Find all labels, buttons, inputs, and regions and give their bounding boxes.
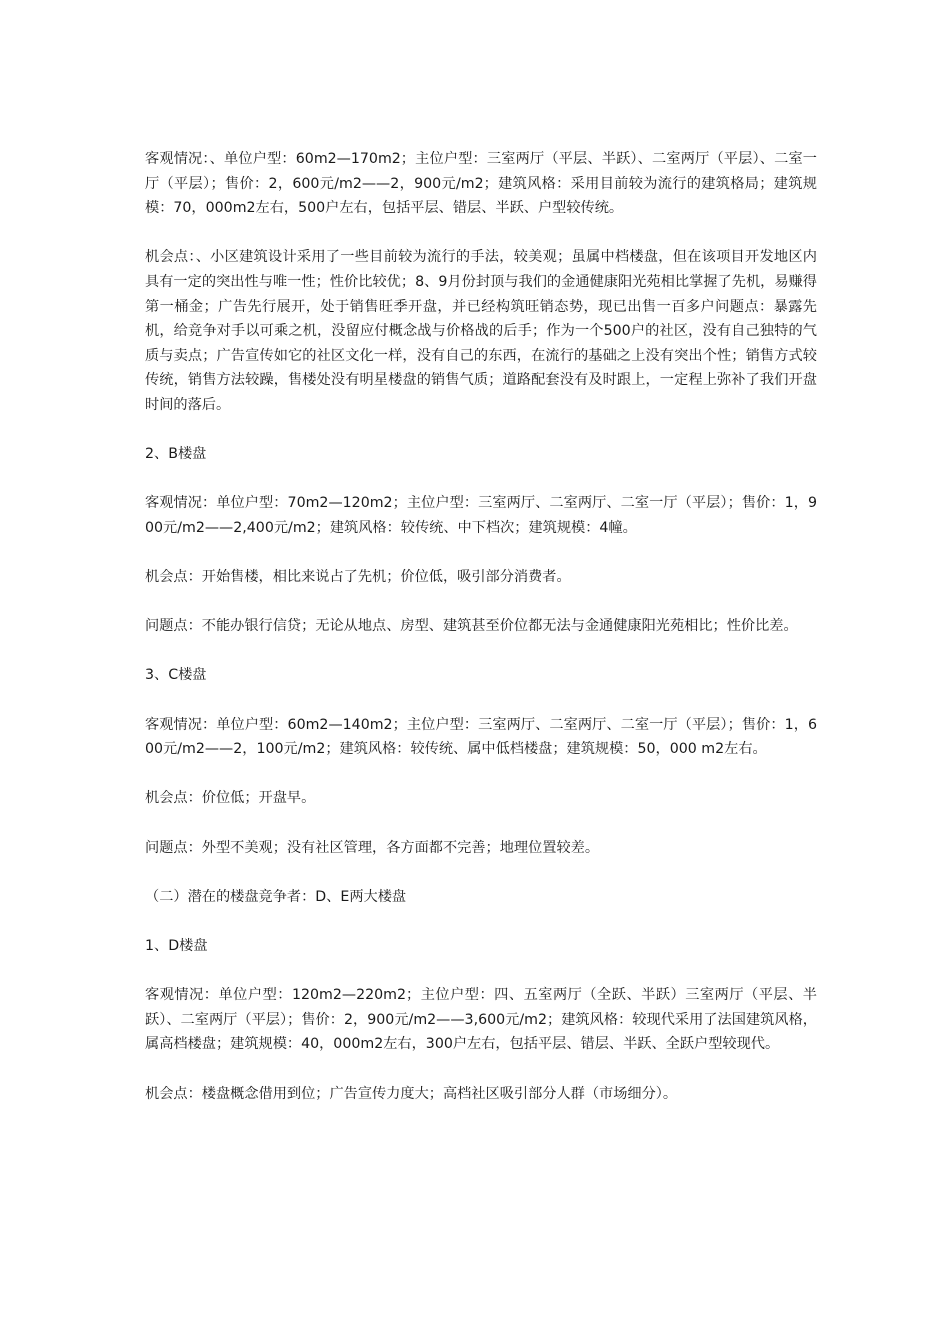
heading-potential-competitors: （二）潜在的楼盘竞争者：D、E两大楼盘	[145, 888, 407, 905]
paragraph-c-problem: 问题点：外型不美观；没有社区管理，各方面都不完善；地理位置较差。	[145, 839, 600, 856]
heading-d-property: 1、D楼盘	[145, 938, 208, 954]
paragraph-c-opportunity: 机会点：价位低；开盘早。	[145, 790, 316, 807]
paragraph-a-objective: 客观情况：、单位户型：60m2—170m2；主位户型：三室两厅（平层、半跃）、二室两厅（平层）、二室一厅（平层）；售价：2，600元/m2——2，900元/m2；建筑风格：采用目前较为流行的建筑格局；建筑规模：70，000m2左右，500户左右，包括平层、错层、半跃、户型较传统。	[145, 151, 817, 217]
paragraph-d-opportunity: 机会点：楼盘概念借用到位；广告宣传力度大；高档社区吸引部分人群（市场细分）。	[145, 1085, 678, 1102]
paragraph-b-opportunity: 机会点：开始售楼，相比来说占了先机；价位低，吸引部分消费者。	[145, 569, 571, 586]
heading-b-property: 2、B楼盘	[145, 446, 207, 463]
document-body	[145, 147, 817, 1131]
paragraph-b-objective: 客观情况：单位户型：70m2—120m2；主位户型：三室两厅、二室两厅、二室一厅（平层）；售价：1，900元/m2——2,400元/m2；建筑风格：较传统、中下档次；建筑规模：4幢。	[145, 495, 817, 536]
paragraph-b-problem: 问题点：不能办银行信贷；无论从地点、房型、建筑甚至价位都无法与金通健康阳光苑相比；性价比差。	[145, 618, 798, 635]
heading-c-property: 3、C楼盘	[145, 667, 207, 684]
paragraph-c-objective: 客观情况：单位户型：60m2—140m2；主位户型：三室两厅、二室两厅、二室一厅（平层）；售价：1，600元/m2——2，100元/m2；建筑风格：较传统、属中低档楼盘；建筑规模：50，000 m2左右。	[145, 716, 817, 758]
paragraph-d-objective: 客观情况：单位户型：120m2—220m2；主位户型：四、五室两厅（全跃、半跃）三室两厅（平层、半跃）、二室两厅（平层）；售价：2，900元/m2——3,600元/m2；建筑风格：较现代采用了法国建筑风格，属高档楼盘；建筑规模：40，000m2左右，300户左右，包括平层、错层、半跃、全跃户型较现代。	[145, 987, 817, 1053]
paragraph-a-opportunity: 机会点：、小区建筑设计采用了一些目前较为流行的手法，较美观；虽属中档楼盘，但在该项目开发地区内具有一定的突出性与唯一性；性价比较优；8、9月份封顶与我们的金通健康阳光苑相比掌握了先机，易赚得第一桶金；广告先行展开，处于销售旺季开盘，并已经构筑旺销态势，现已出售一百多户问题点：暴露先机，给竞争对手以可乘之机，没留应付概念战与价格战的后手；作为一个500户的社区，没有自己独特的气质与卖点；广告宣传如它的社区文化一样，没有自己的东西，在流行的基础之上没有突出个性；销售方式较传统，销售方法较躁，售楼处没有明星楼盘的销售气质；道路配套没有及时跟上，一定程上弥补了我们开盘时间的落后。	[145, 249, 817, 413]
